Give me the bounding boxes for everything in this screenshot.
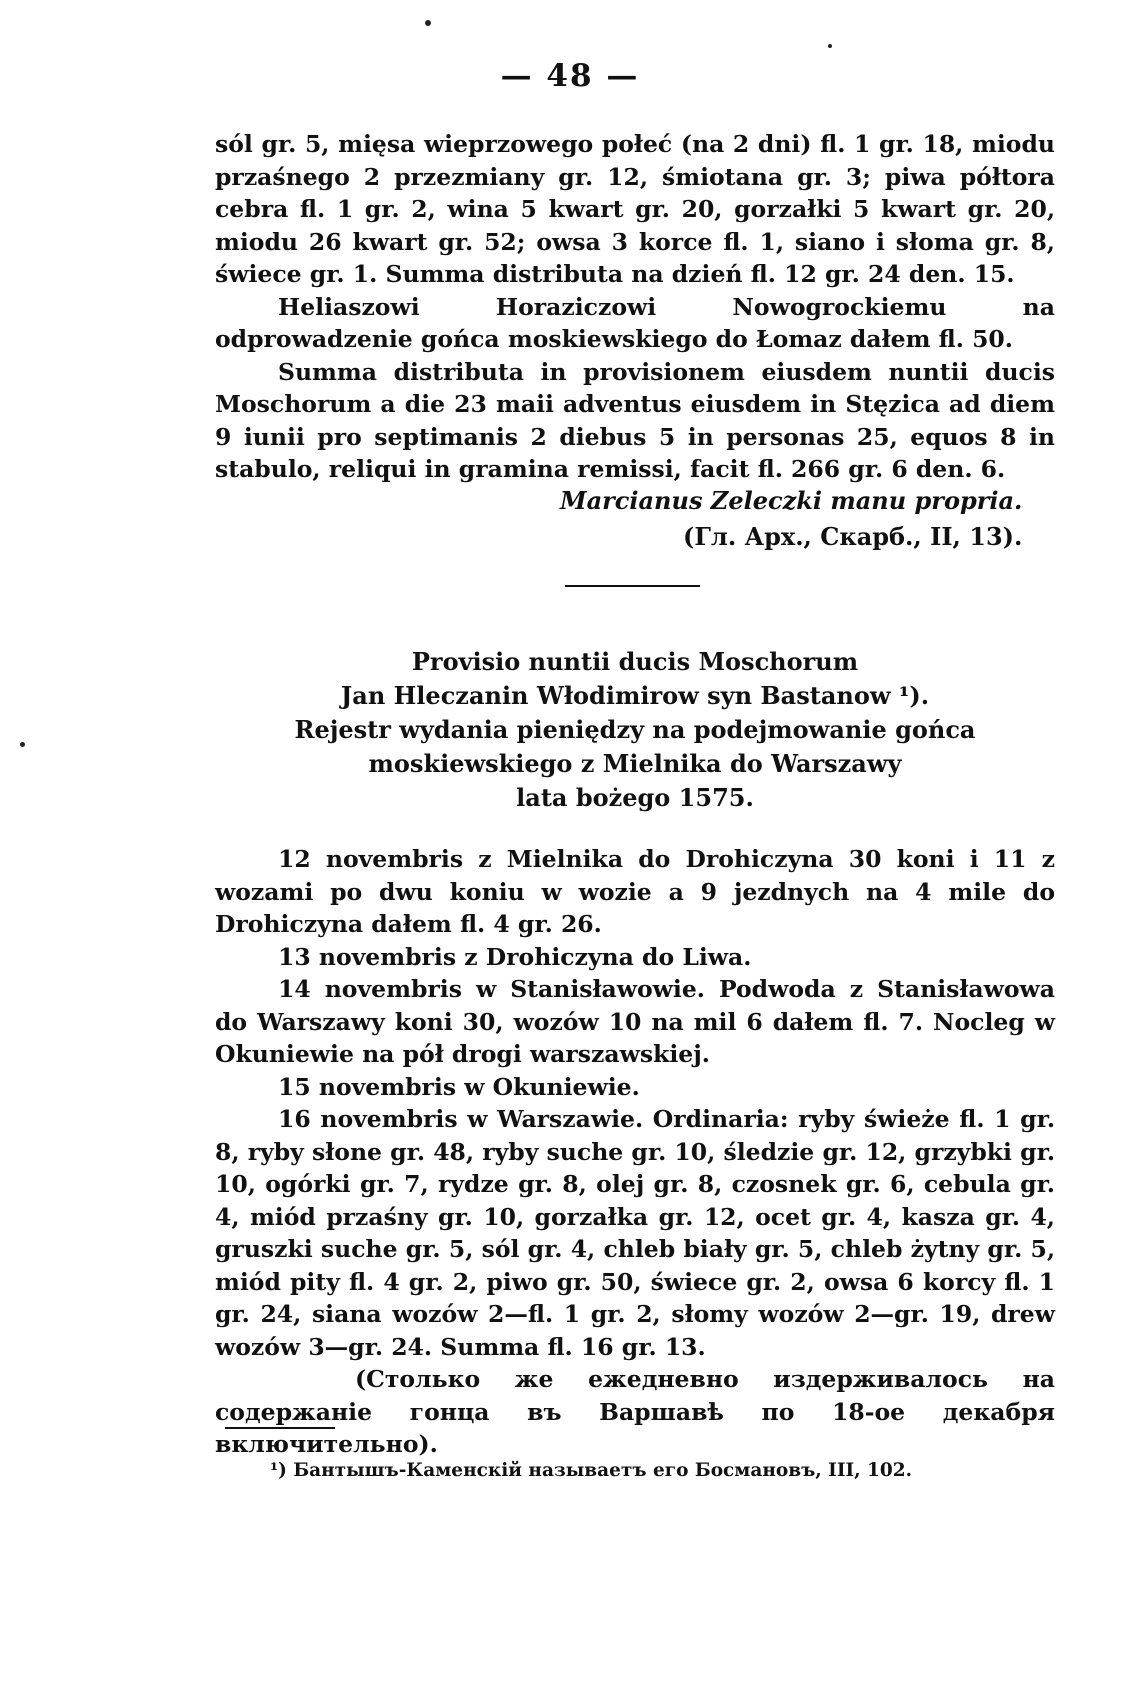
print-speck-decoration (20, 742, 25, 747)
paragraph-summa-distributa: Summa distributa in provisionem eiusdem nuntii ducis Moschorum a die 23 maii adventus eiusdem in Stęzica ad diem 9 iunii pro septimanis 2 diebus 5 in personas 25, equos 8 in stabulo, reliqui in gramina remissi, facit fl. 266 gr. 6 den. 6. (215, 357, 1055, 483)
footnote-mark: ¹) (270, 1460, 287, 1481)
editor-note-russian: (Столько же ежедневно издерживалось на содержаніе гонца въ Варшавѣ по 18-ое декабря включительно). (215, 1365, 1055, 1458)
page-number: — 48 — (500, 58, 640, 94)
heading-line-3: Rejestr wydania pieniędzy na podejmowanie gońca (294, 715, 976, 744)
entry-14-novembris: 14 novembris w Stanisławowie. Podwoda z Stanisławowa do Warszawy koni 30, wozów 10 na mil 6 dałem fl. 7. Nocleg w Okuniewie na pół drogi warszawskiej. (215, 975, 1055, 1068)
print-speck-decoration (425, 20, 431, 26)
heading-line-5: lata bożego 1575. (516, 783, 754, 812)
archive-reference: (Гл. Арх., Скарб., II, 13). (683, 522, 1023, 551)
upper-text-block (215, 128, 1055, 486)
footnote (270, 1460, 912, 1481)
print-speck-decoration (828, 44, 832, 48)
entry-15-novembris: 15 novembris w Okuniewie. (278, 1072, 640, 1101)
paragraph-heliaszowi: Heliaszowi Horaziczowi Nowogrockiemu na odprowadzenie gońca moskiewskiego do Łomaz dałem fl. 50. (215, 292, 1055, 353)
footnote-divider (225, 1427, 335, 1429)
heading-line-1: Provisio nuntii ducis Moschorum (411, 647, 859, 676)
heading-line-4: moskiewskiego z Mielnika do Warszawy (368, 749, 902, 778)
entry-12-novembris: 12 novembris z Mielnika do Drohiczyna 30 koni i 11 z wozami po dwu koniu w wozie a 9 jezdnych na 4 mile do Drohiczyna dałem fl. 4 gr. 26. (215, 845, 1055, 938)
entry-16-novembris: 16 novembris w Warszawie. Ordinaria: ryby świeże fl. 1 gr. 8, ryby słone gr. 48, ryby suche gr. 10, śledzie gr. 12, grzybki gr. 10, ogórki gr. 7, rydze gr. 8, olej gr. 8, czosnek gr. 6, cebula gr. 4, miód przaśny gr. 10, gorzałka gr. 12, ocet gr. 4, kasza gr. 4, gruszki suche gr. 5, sól gr. 4, chleb biały gr. 5, chleb żytny gr. 5, miód pity fl. 4 gr. 2, piwo gr. 50, świece gr. 2, owsa 6 korcy fl. 1 gr. 24, siana wozów 2—fl. 1 gr. 2, słomy wozów 2—gr. 19, drew wozów 3—gr. 24. Summa fl. 16 gr. 13. (215, 1105, 1055, 1361)
heading-line-2: Jan Hleczanin Włodimirow syn Bastanow ¹). (340, 681, 930, 710)
section-heading (215, 645, 1055, 815)
paragraph-provisions-continued: sól gr. 5, mięsa wieprzowego połeć (na 2 dni) fl. 1 gr. 18, miodu przaśnego 2 przezmiany gr. 12, śmiotana gr. 3; piwa półtora cebra fl. 1 gr. 2, wina 5 kwart gr. 20, gorzałki 5 kwart gr. 20, miodu 26 kwart gr. 52; owsa 3 korce fl. 1, siano i słoma gr. 8, świece gr. 1. Summa distributa na dzień fl. 12 gr. 24 den. 15. (215, 130, 1055, 288)
footnote-text: Бантышъ-Каменскій называетъ его Босмановъ, III, 102. (293, 1460, 913, 1481)
signature-line: Marcianus Zeleczki manu propria. (560, 486, 1023, 515)
lower-text-block (215, 843, 1055, 1461)
entry-13-novembris: 13 novembris z Drohiczyna do Liwa. (278, 942, 752, 971)
section-divider (565, 585, 700, 587)
